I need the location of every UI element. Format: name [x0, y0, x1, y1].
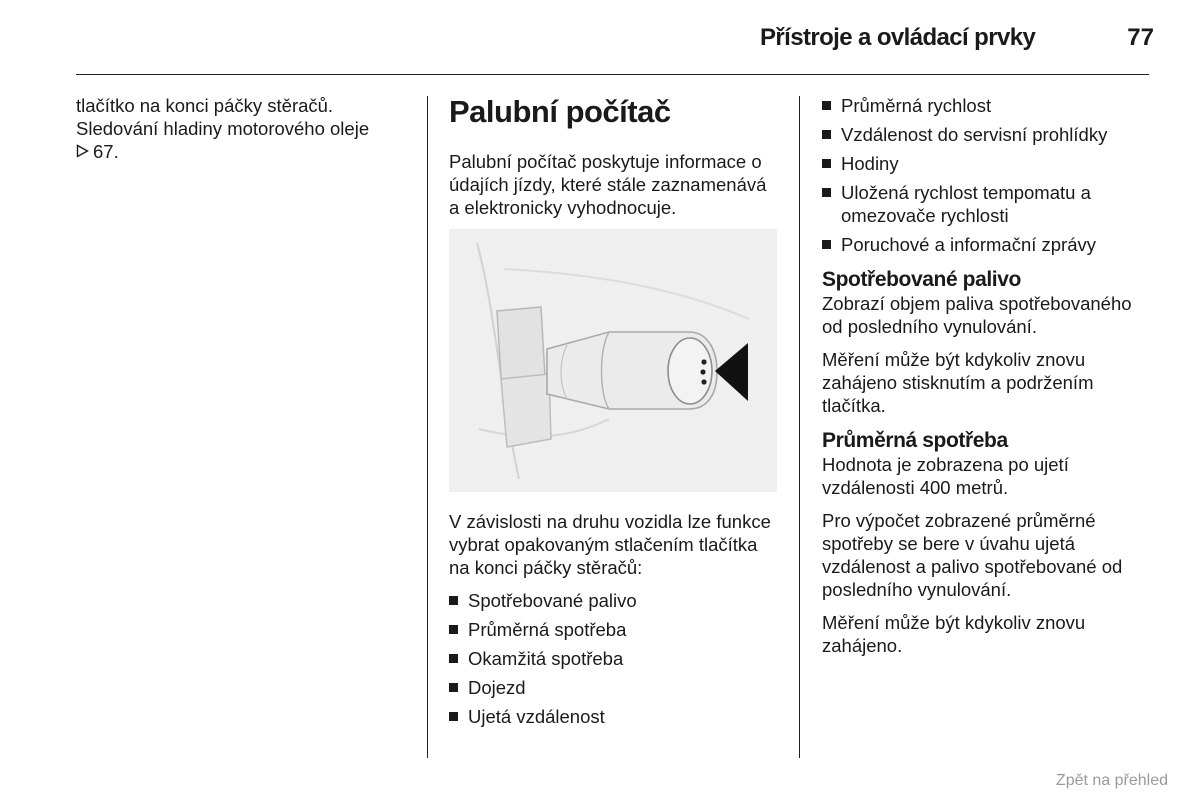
list-item: [449, 676, 779, 699]
bullet-square-icon: [822, 188, 831, 197]
bullet-square-icon: [822, 130, 831, 139]
paragraph: Zobrazí objem paliva spotřebovaného od posledního vynulování.: [822, 293, 1132, 337]
bullet-square-icon: [822, 240, 831, 249]
bullet-square-icon: [449, 625, 458, 634]
bullet-square-icon: [449, 654, 458, 663]
bullet-square-icon: [449, 683, 458, 692]
list-item-label: Poruchové a informační zprávy: [841, 234, 1097, 255]
subsection-heading: Průměrná spotřeba: [822, 429, 1008, 452]
cross-reference[interactable]: [76, 140, 406, 163]
list-item: [822, 181, 1152, 227]
list-item-label: Okamžitá spotřeba: [468, 648, 624, 669]
paragraph: V závislosti na druhu vozidla lze funkce vybrat opakovaným stlačením tlačítka na konci páčky stěračů:: [449, 511, 771, 578]
intro-paragraph: Palubní počítač poskytuje informace o údajích jízdy, které stále zaznamenává a elektronicky vyhodnocuje.: [449, 151, 767, 218]
list-item-label: Spotřebované palivo: [468, 590, 637, 611]
bullet-square-icon: [449, 712, 458, 721]
list-item-label: Ujetá vzdálenost: [468, 706, 605, 727]
column-divider-left: [427, 96, 428, 758]
back-to-overview-link[interactable]: Zpět na přehled: [1055, 772, 1168, 789]
wiper-stalk-button-illustration: [449, 229, 777, 492]
subsection-heading: Spotřebované palivo: [822, 268, 1021, 291]
page-header-title: Přístroje a ovládací prvky: [760, 24, 1036, 51]
function-list: [449, 589, 779, 728]
column-3: [822, 94, 1152, 667]
column-1: [76, 94, 406, 163]
section-heading: Palubní počítač: [449, 94, 671, 129]
column-divider-right: [799, 96, 800, 758]
paragraph: Hodnota je zobrazena po ujetí vzdálenosti 400 metrů.: [822, 454, 1069, 498]
paragraph: Pro výpočet zobrazené průměrné spotřeby se bere v úvahu ujetá vzdálenost a palivo spotřebované od posledního vynulování.: [822, 510, 1123, 600]
list-item: [449, 705, 779, 728]
page-number: 77: [1127, 24, 1154, 51]
arrow-right-outline-icon: [76, 140, 89, 163]
list-item: [822, 94, 1152, 117]
text-line: tlačítko na konci páčky stěračů.: [76, 95, 334, 116]
list-item: [822, 233, 1152, 256]
column-2: [449, 94, 779, 736]
bullet-square-icon: [822, 159, 831, 168]
paragraph: Měření může být kdykoliv znovu zahájeno.: [822, 612, 1086, 656]
list-item-label: Průměrná rychlost: [841, 95, 992, 116]
bullet-square-icon: [449, 596, 458, 605]
cross-reference-page: 67.: [93, 141, 119, 162]
list-item: [822, 123, 1152, 146]
list-item: [822, 152, 1152, 175]
list-item-label: Vzdálenost do servisní prohlídky: [841, 124, 1108, 145]
text-line: Sledování hladiny motorového oleje: [76, 118, 370, 139]
paragraph: Měření může být kdykoliv znovu zahájeno stisknutím a podržením tlačítka.: [822, 349, 1094, 416]
list-item: [449, 618, 779, 641]
header-divider: [76, 74, 1149, 75]
list-item: [449, 647, 779, 670]
list-item-label: Dojezd: [468, 677, 526, 698]
function-list-continued: [822, 94, 1152, 256]
list-item-label: Uložená rychlost tempomatu a omezovače rychlosti: [841, 182, 1091, 226]
list-item: [449, 589, 779, 612]
list-item-label: Hodiny: [841, 153, 899, 174]
bullet-square-icon: [822, 101, 831, 110]
list-item-label: Průměrná spotřeba: [468, 619, 627, 640]
